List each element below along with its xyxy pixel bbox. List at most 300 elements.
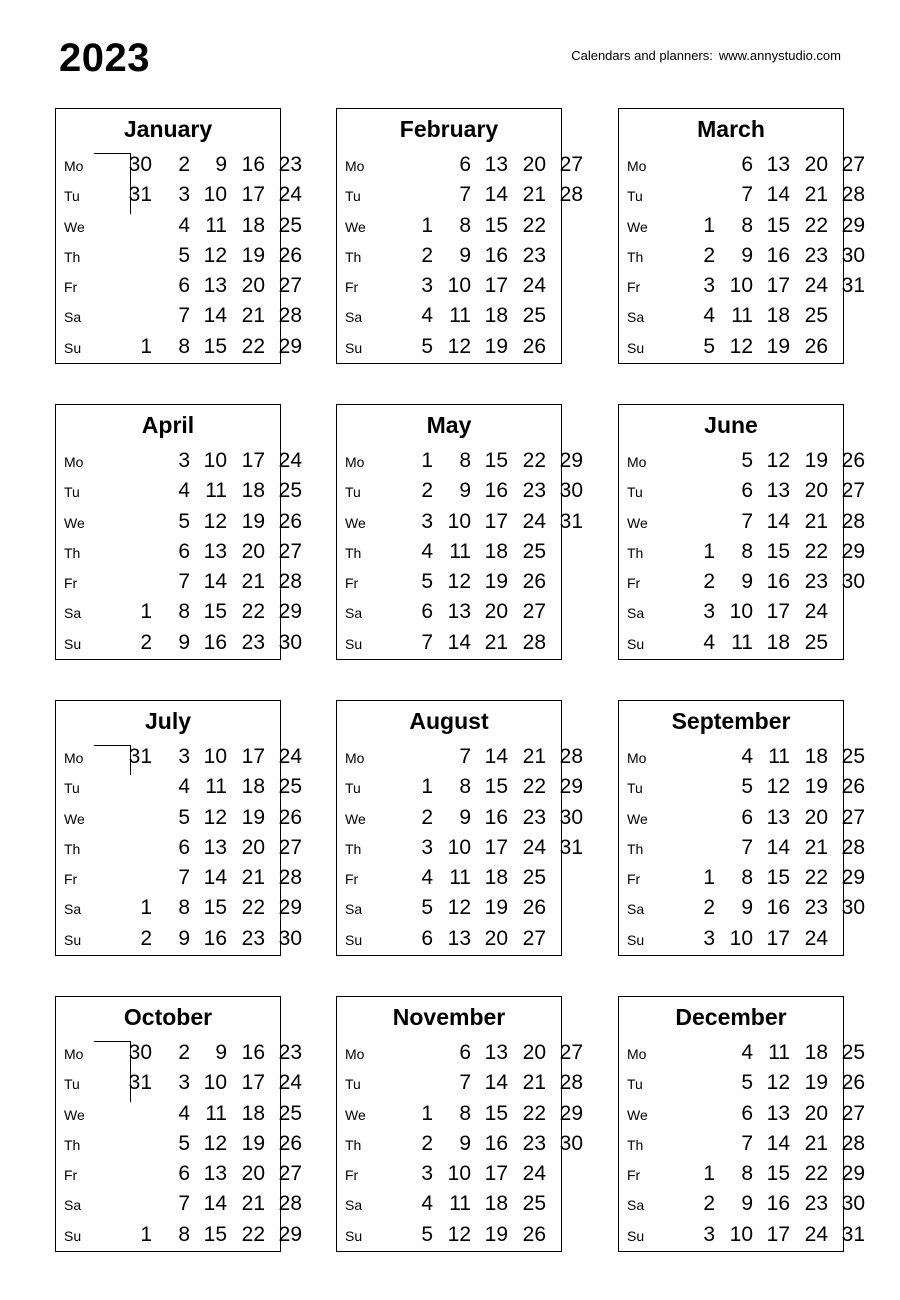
day-cell: 9: [215, 153, 227, 176]
weekday-label: Mo: [627, 454, 647, 470]
day-cell: 7: [178, 304, 190, 328]
month-december: [618, 996, 865, 1252]
month-name: January: [123, 116, 213, 142]
weekday-row: [56, 630, 302, 661]
day-cell: 6: [421, 926, 433, 950]
day-cell: 25: [278, 775, 302, 799]
day-cell: 16: [766, 570, 790, 594]
weekday-label: Tu: [627, 1076, 643, 1093]
weekday-label: Su: [627, 931, 645, 948]
day-cell: 29: [278, 1222, 302, 1246]
day-cell: 30: [841, 570, 865, 594]
day-grid: [56, 153, 302, 365]
weekday-label: Th: [345, 840, 362, 857]
weekday-label: We: [64, 218, 85, 235]
day-cell: 1: [140, 1222, 152, 1246]
day-cell: 7: [459, 183, 471, 207]
day-cell: 11: [205, 1101, 227, 1125]
day-cell: 22: [522, 1101, 546, 1125]
day-cell: 27: [841, 805, 865, 829]
day-cell: 10: [447, 835, 471, 859]
weekday-label: Sa: [64, 605, 82, 622]
day-cell: 8: [741, 1162, 753, 1186]
day-cell: 30: [278, 630, 302, 654]
day-cell: 26: [278, 243, 302, 267]
day-cell: 26: [804, 334, 828, 358]
weekday-row: [337, 631, 561, 661]
day-cell: 7: [459, 745, 471, 768]
month-name: July: [144, 708, 192, 734]
weekday-label: Fr: [345, 575, 359, 592]
day-grid: [619, 153, 865, 365]
day-cell: 8: [741, 213, 753, 237]
weekday-row: [337, 509, 583, 540]
weekday-row: [619, 479, 865, 509]
day-cell: 30: [278, 926, 302, 950]
day-cell: 16: [203, 926, 227, 950]
weekday-label: Sa: [345, 605, 363, 622]
weekday-label: Su: [345, 339, 363, 356]
day-cell: 1: [703, 213, 715, 237]
weekday-label: Fr: [64, 279, 78, 296]
day-cell: 9: [741, 896, 753, 920]
day-cell: 17: [766, 926, 790, 950]
day-cell: 16: [241, 153, 265, 176]
day-cell: 13: [203, 274, 227, 298]
weekday-row: [337, 600, 561, 630]
day-cell: 17: [766, 1222, 790, 1246]
weekday-row: [56, 1071, 302, 1101]
day-cell: 4: [421, 866, 433, 890]
day-cell: 25: [522, 1192, 546, 1216]
weekday-row: [56, 183, 302, 213]
weekday-row: [56, 775, 302, 805]
day-cell: 13: [447, 926, 471, 950]
weekday-label: Fr: [64, 871, 78, 888]
weekday-label: Su: [64, 931, 82, 948]
day-cell: 14: [484, 183, 508, 207]
day-cell: 28: [278, 570, 302, 594]
day-cell: 23: [241, 926, 265, 950]
day-cell: 1: [421, 775, 433, 799]
month-october: [55, 996, 302, 1252]
credit-link[interactable]: www.annystudio.com: [718, 48, 841, 63]
day-cell: 23: [804, 243, 828, 267]
day-cell: 30: [841, 1192, 865, 1216]
weekday-label: Sa: [345, 1197, 363, 1214]
weekday-row: [619, 866, 865, 896]
day-cell: 28: [522, 630, 546, 654]
day-cell: 13: [203, 539, 227, 563]
day-cell: 26: [841, 449, 865, 472]
weekday-label: Th: [345, 1136, 362, 1153]
day-cell: 6: [421, 600, 433, 624]
day-cell: 16: [766, 896, 790, 920]
day-cell: 4: [703, 630, 715, 654]
day-cell: 11: [731, 304, 753, 328]
weekday-row: [56, 926, 302, 957]
weekday-row: [619, 775, 865, 805]
weekday-label: Tu: [64, 780, 80, 797]
day-cell: 28: [278, 1192, 302, 1216]
day-cell: 26: [522, 334, 546, 358]
day-cell: 18: [241, 1101, 265, 1125]
day-grid: [337, 745, 583, 957]
weekday-label: We: [345, 1106, 366, 1123]
day-cell: 2: [703, 1192, 715, 1216]
weekday-label: Mo: [345, 454, 365, 470]
day-cell: 25: [841, 1041, 865, 1064]
weekday-label: Mo: [345, 750, 365, 766]
day-cell: 10: [203, 1071, 227, 1095]
weekday-row: [56, 1101, 302, 1132]
day-grid: [56, 449, 302, 661]
day-cell: 11: [731, 630, 753, 654]
day-cell: 26: [841, 775, 865, 799]
weekday-row: [337, 835, 583, 866]
weekday-row: [619, 600, 843, 630]
day-cell: 2: [421, 243, 433, 267]
weekday-label: Sa: [627, 901, 645, 918]
day-cell: 25: [522, 866, 546, 890]
day-cell: 9: [741, 243, 753, 267]
day-cell: 2: [178, 1041, 190, 1064]
day-cell: 3: [421, 509, 433, 533]
day-cell: 15: [484, 213, 508, 237]
day-cell: 17: [766, 600, 790, 624]
day-cell: 31: [128, 183, 152, 207]
weekday-row: [619, 539, 865, 570]
day-cell: 16: [766, 243, 790, 267]
day-cell: 29: [841, 539, 865, 563]
weekday-label: Mo: [345, 1046, 365, 1062]
weekday-label: Su: [345, 635, 363, 652]
weekday-row: [337, 570, 561, 600]
weekday-row: [337, 274, 561, 304]
weekday-label: Sa: [627, 1197, 645, 1214]
day-cell: 31: [841, 274, 865, 298]
day-cell: 21: [804, 509, 828, 533]
weekday-label: Su: [627, 339, 645, 356]
day-cell: 27: [522, 926, 546, 950]
weekday-label: Mo: [627, 750, 647, 766]
day-cell: 15: [484, 1101, 508, 1125]
day-cell: 3: [421, 274, 433, 298]
weekday-row: [619, 1071, 865, 1101]
day-cell: 15: [203, 334, 227, 358]
day-cell: 27: [841, 153, 865, 176]
day-cell: 22: [804, 213, 828, 237]
day-cell: 24: [522, 1162, 546, 1186]
weekday-row: [56, 896, 302, 926]
weekday-row: [337, 1071, 583, 1101]
day-cell: 6: [178, 1162, 190, 1186]
day-cell: 11: [449, 866, 471, 890]
day-cell: 8: [741, 539, 753, 563]
weekday-row: [56, 243, 302, 274]
day-cell: 23: [522, 1131, 546, 1155]
weekday-row: [337, 866, 561, 896]
overflow-bracket: [94, 745, 131, 775]
weekday-label: Tu: [345, 780, 361, 797]
weekday-label: Tu: [64, 484, 80, 501]
weekday-label: Tu: [345, 1076, 361, 1093]
day-cell: 20: [804, 805, 828, 829]
day-cell: 21: [241, 570, 265, 594]
weekday-row: [56, 539, 302, 570]
day-cell: 30: [559, 479, 583, 503]
weekday-label: Su: [627, 635, 645, 652]
day-cell: 20: [241, 1162, 265, 1186]
day-cell: 13: [484, 153, 508, 176]
day-cell: 1: [140, 334, 152, 358]
day-cell: 23: [804, 896, 828, 920]
day-grid: [619, 1041, 865, 1253]
weekday-label: Su: [64, 635, 82, 652]
weekday-label: Tu: [64, 1076, 80, 1093]
day-cell: 16: [241, 1041, 265, 1064]
day-cell: 18: [766, 630, 790, 654]
day-cell: 31: [559, 835, 583, 859]
day-cell: 16: [484, 243, 508, 267]
day-cell: 8: [459, 213, 471, 237]
day-cell: 18: [484, 304, 508, 328]
month-name: May: [426, 412, 472, 438]
weekday-row: [56, 509, 302, 540]
weekday-label: Tu: [627, 188, 643, 205]
day-cell: 8: [178, 1222, 190, 1246]
day-cell: 14: [766, 509, 790, 533]
day-cell: 14: [484, 745, 508, 768]
day-cell: 12: [766, 1071, 790, 1095]
day-cell: 31: [841, 1222, 865, 1246]
day-cell: 14: [203, 866, 227, 890]
day-cell: 1: [140, 896, 152, 920]
day-cell: 28: [559, 183, 583, 207]
day-cell: 22: [241, 334, 265, 358]
day-cell: 12: [203, 1131, 227, 1155]
day-cell: 2: [703, 570, 715, 594]
day-cell: 7: [178, 570, 190, 594]
day-cell: 10: [729, 1222, 753, 1246]
month-name: April: [141, 412, 195, 438]
day-cell: 12: [203, 805, 227, 829]
day-cell: 4: [178, 775, 190, 799]
day-cell: 22: [804, 539, 828, 563]
day-cell: 18: [804, 1041, 828, 1064]
day-cell: 12: [766, 775, 790, 799]
day-cell: 17: [484, 1162, 508, 1186]
day-cell: 4: [703, 304, 715, 328]
weekday-row: [619, 153, 865, 183]
month-name: September: [671, 708, 791, 734]
day-cell: 22: [241, 896, 265, 920]
day-cell: 19: [766, 334, 790, 358]
day-cell: 13: [203, 1162, 227, 1186]
day-cell: 7: [459, 1071, 471, 1095]
day-grid: [337, 1041, 583, 1253]
day-cell: 15: [484, 449, 508, 472]
day-cell: 12: [447, 896, 471, 920]
weekday-label: Mo: [64, 1046, 84, 1062]
weekday-row: [56, 1041, 302, 1071]
day-cell: 3: [703, 274, 715, 298]
month-name: August: [409, 708, 489, 734]
day-cell: 1: [421, 213, 433, 237]
day-cell: 29: [559, 449, 583, 472]
day-cell: 9: [178, 926, 190, 950]
day-cell: 6: [459, 153, 471, 176]
weekday-row: [56, 805, 302, 836]
day-cell: 22: [241, 600, 265, 624]
day-cell: 28: [841, 509, 865, 533]
weekday-row: [56, 600, 302, 630]
weekday-row: [56, 835, 302, 866]
day-cell: 23: [278, 1041, 302, 1064]
weekday-label: We: [627, 218, 648, 235]
day-cell: 3: [703, 926, 715, 950]
overflow-bracket: [94, 153, 131, 214]
day-cell: 27: [278, 274, 302, 298]
weekday-row: [337, 896, 561, 926]
day-cell: 3: [421, 835, 433, 859]
weekday-label: Mo: [345, 158, 365, 174]
day-cell: 27: [559, 1041, 583, 1064]
day-cell: 9: [459, 479, 471, 503]
day-cell: 17: [484, 509, 508, 533]
day-cell: 1: [140, 600, 152, 624]
weekday-label: Fr: [64, 575, 78, 592]
day-cell: 20: [484, 600, 508, 624]
day-cell: 22: [522, 775, 546, 799]
weekday-row: [337, 1041, 583, 1071]
weekday-label: Th: [627, 248, 644, 265]
weekday-label: Fr: [345, 1167, 359, 1184]
weekday-row: [56, 1131, 302, 1162]
day-cell: 5: [741, 1071, 753, 1095]
day-cell: 28: [841, 835, 865, 859]
day-cell: 5: [178, 509, 190, 533]
day-cell: 14: [447, 630, 471, 654]
weekday-label: Th: [64, 840, 81, 857]
day-cell: 12: [203, 243, 227, 267]
day-cell: 3: [178, 745, 190, 768]
weekday-row: [619, 1101, 865, 1132]
day-cell: 29: [559, 775, 583, 799]
weekday-row: [619, 243, 865, 274]
weekday-label: Th: [64, 544, 81, 561]
weekday-row: [619, 927, 843, 957]
day-cell: 24: [278, 183, 302, 207]
day-cell: 21: [241, 304, 265, 328]
day-cell: 30: [128, 153, 152, 176]
weekday-row: [619, 304, 843, 334]
day-cell: 12: [447, 570, 471, 594]
weekday-row: [56, 1192, 302, 1222]
day-cell: 12: [766, 449, 790, 472]
weekday-row: [337, 449, 583, 479]
weekday-row: [337, 745, 583, 775]
day-cell: 6: [741, 805, 753, 829]
weekday-row: [619, 835, 865, 866]
day-cell: 7: [741, 835, 753, 859]
weekday-label: We: [64, 1106, 85, 1123]
day-cell: 4: [421, 539, 433, 563]
weekday-row: [337, 244, 561, 274]
weekday-label: Th: [627, 544, 644, 561]
month-august: [336, 700, 583, 956]
day-cell: 23: [522, 479, 546, 503]
day-grid: [337, 449, 583, 661]
day-cell: 21: [241, 866, 265, 890]
weekday-row: [619, 183, 865, 213]
month-name: February: [399, 116, 499, 142]
day-cell: 9: [741, 1192, 753, 1216]
day-cell: 8: [741, 866, 753, 890]
day-cell: 9: [741, 570, 753, 594]
day-cell: 11: [449, 1192, 471, 1216]
day-cell: 21: [804, 1131, 828, 1155]
weekday-label: Sa: [345, 309, 363, 326]
day-cell: 13: [484, 1041, 508, 1064]
day-cell: 19: [804, 775, 828, 799]
weekday-row: [56, 153, 302, 183]
day-cell: 6: [741, 1101, 753, 1125]
day-cell: 29: [278, 334, 302, 358]
day-cell: 12: [447, 1222, 471, 1246]
day-cell: 11: [449, 304, 471, 328]
weekday-row: [619, 896, 865, 926]
day-cell: 5: [178, 243, 190, 267]
day-cell: 5: [703, 334, 715, 358]
weekday-label: Tu: [627, 780, 643, 797]
day-grid: [56, 1041, 302, 1253]
day-grid: [337, 153, 583, 365]
month-march: [618, 108, 865, 364]
day-cell: 14: [766, 1131, 790, 1155]
day-cell: 14: [203, 304, 227, 328]
day-cell: 22: [804, 1162, 828, 1186]
day-cell: 24: [522, 274, 546, 298]
weekday-row: [337, 1223, 561, 1253]
year-title: 2023: [59, 36, 150, 80]
weekday-label: Th: [627, 1136, 644, 1153]
day-cell: 28: [559, 745, 583, 768]
day-cell: 4: [178, 213, 190, 237]
day-cell: 30: [841, 896, 865, 920]
day-cell: 9: [215, 1041, 227, 1064]
day-cell: 26: [522, 570, 546, 594]
day-cell: 15: [203, 1222, 227, 1246]
day-cell: 25: [278, 213, 302, 237]
day-cell: 24: [522, 835, 546, 859]
day-cell: 16: [484, 1131, 508, 1155]
day-cell: 9: [459, 805, 471, 829]
day-cell: 6: [741, 479, 753, 503]
day-cell: 2: [421, 805, 433, 829]
day-cell: 19: [484, 570, 508, 594]
day-cell: 15: [203, 896, 227, 920]
day-cell: 18: [484, 866, 508, 890]
weekday-label: Mo: [627, 1046, 647, 1062]
day-cell: 7: [421, 630, 433, 654]
month-may: [336, 404, 583, 660]
day-cell: 24: [278, 745, 302, 768]
day-cell: 20: [522, 153, 546, 176]
weekday-row: [619, 745, 865, 775]
weekday-label: Su: [345, 931, 363, 948]
day-cell: 19: [241, 1131, 265, 1155]
